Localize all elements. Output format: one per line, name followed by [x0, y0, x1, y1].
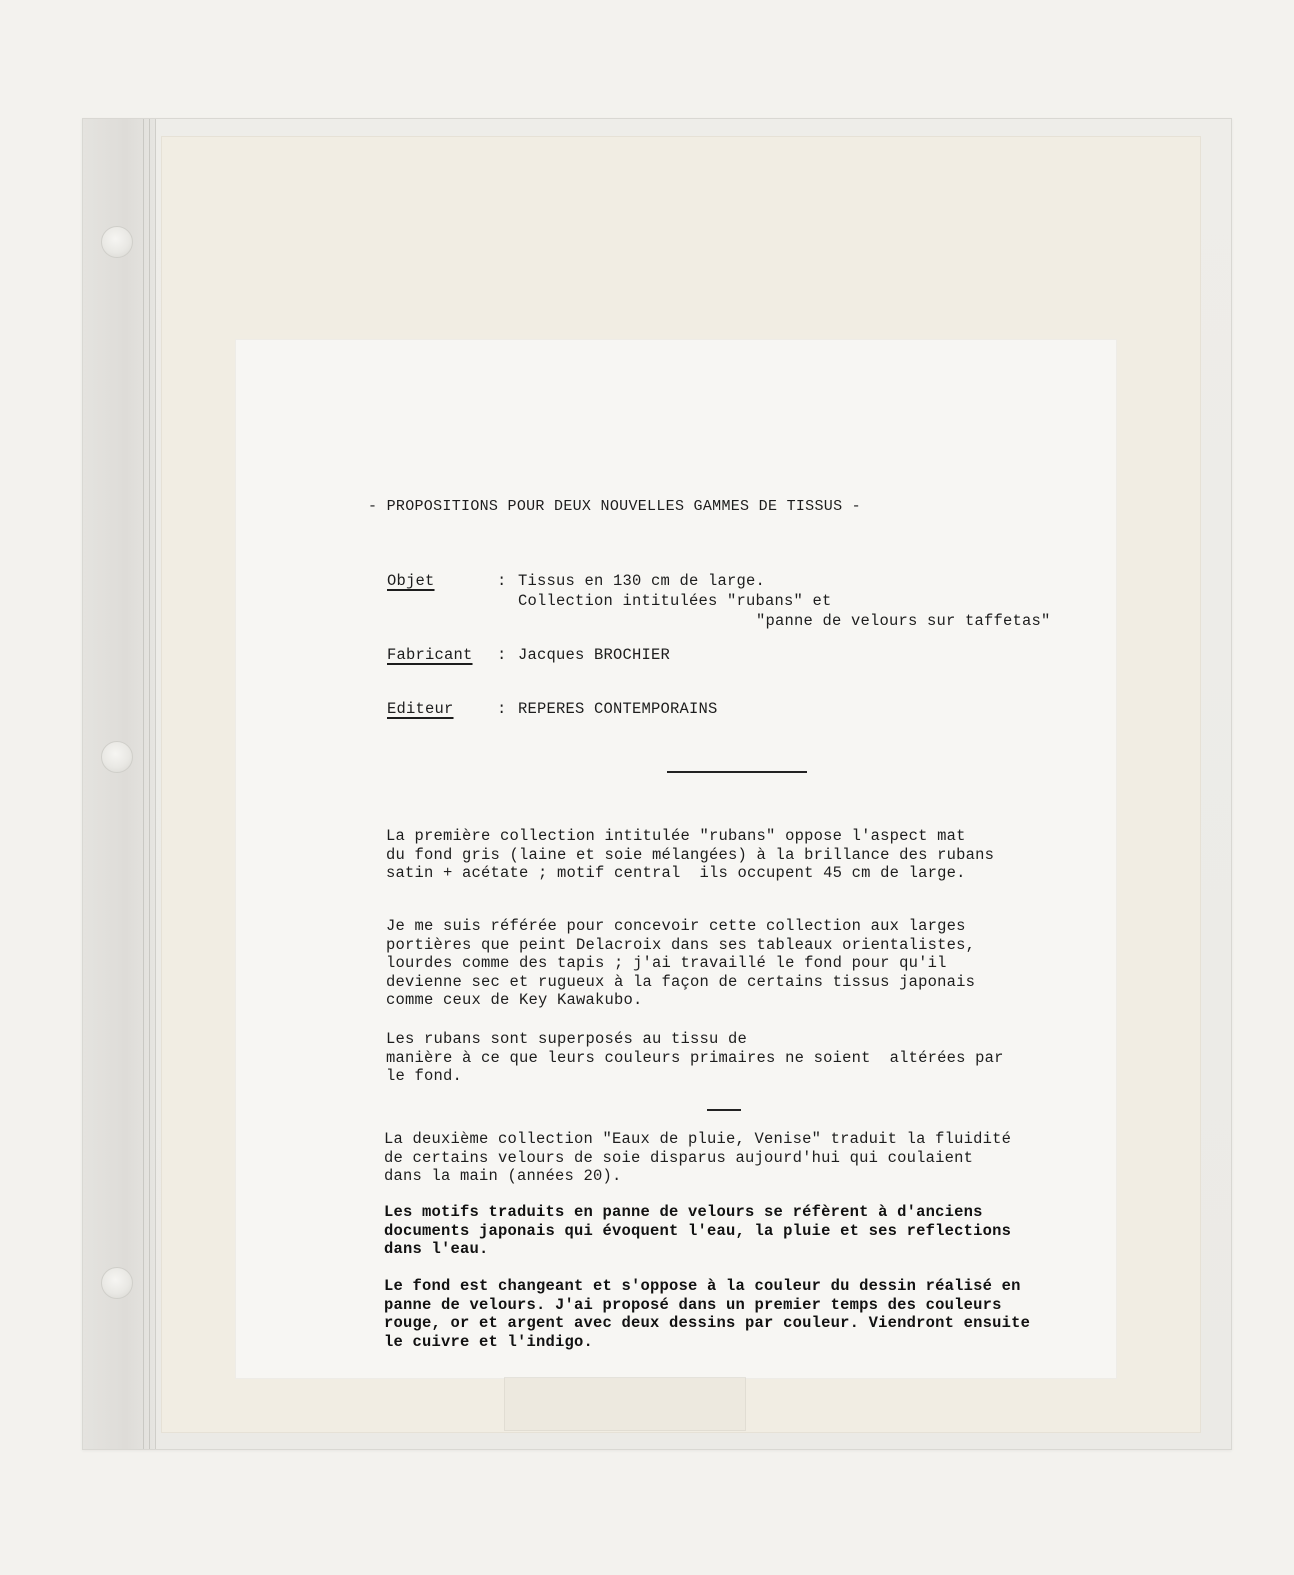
paragraph-eaux-de-pluie: La deuxième collection "Eaux de pluie, Venise" traduit la fluidité de certains velours de soie disparus aujourd'hui qui coulaient dans la main (années 20). — [384, 1130, 1012, 1185]
binder-hole — [101, 1267, 133, 1299]
document-title: - PROPOSITIONS POUR DEUX NOUVELLES GAMMES DE TISSUS - — [368, 498, 861, 515]
short-divider — [707, 1109, 741, 1111]
binder-seam — [143, 119, 144, 1449]
paragraph-fond-changeant: Le fond est changeant et s'oppose à la couleur du dessin réalisé en panne de velours. J'ai proposé dans un premier temps des couleurs rouge, or et argent avec deux dessins par couleur. Viendront ensuite le cuivre et l'indigo. — [384, 1277, 1031, 1351]
binder-strip — [83, 119, 156, 1449]
objet-line-3: "panne de velours sur taffetas" — [756, 612, 1051, 630]
objet-line-2: Collection intitulées "rubans" et — [518, 592, 832, 610]
field-label-fabricant: Fabricant — [387, 646, 473, 664]
objet-line-1: Tissus en 130 cm de large. — [518, 572, 766, 590]
section-divider — [667, 771, 807, 773]
field-separator: : — [497, 646, 507, 664]
paragraph-rubans-intro: La première collection intitulée "rubans" oppose l'aspect mat du fond gris (laine et soie mélangées) à la brillance des rubans satin + acétate ; motif central ils occupent 45 cm de large. — [386, 827, 995, 882]
binder-hole — [101, 741, 133, 773]
paragraph-delacroix: Je me suis référée pour concevoir cette collection aux larges portières que peint Delacroix dans ses tableaux orientalistes, lourdes comme des tapis ; j'ai travaillé le fond pour qu'il devienne sec et rugueux à la façon de certains tissus japonais comme ceux de Key Kawakubo. — [386, 917, 976, 1009]
editeur-value: REPERES CONTEMPORAINS — [518, 700, 718, 718]
fabricant-value: Jacques BROCHIER — [518, 646, 671, 664]
tape-strip — [505, 1378, 745, 1430]
field-label-editeur: Editeur — [387, 700, 454, 718]
paragraph-rubans-superposes: Les rubans sont superposés au tissu de manière à ce que leurs couleurs primaires ne soient altérées par le fond. — [386, 1030, 1004, 1085]
paragraph-motifs: Les motifs traduits en panne de velours se réfèrent à d'anciens documents japonais qui évoquent l'eau, la pluie et ses reflections dans l'eau. — [384, 1203, 1012, 1258]
binder-hole — [101, 226, 133, 258]
field-label-objet: Objet — [387, 572, 435, 590]
field-separator: : — [497, 572, 507, 590]
field-separator: : — [497, 700, 507, 718]
binder-seam — [149, 119, 150, 1449]
